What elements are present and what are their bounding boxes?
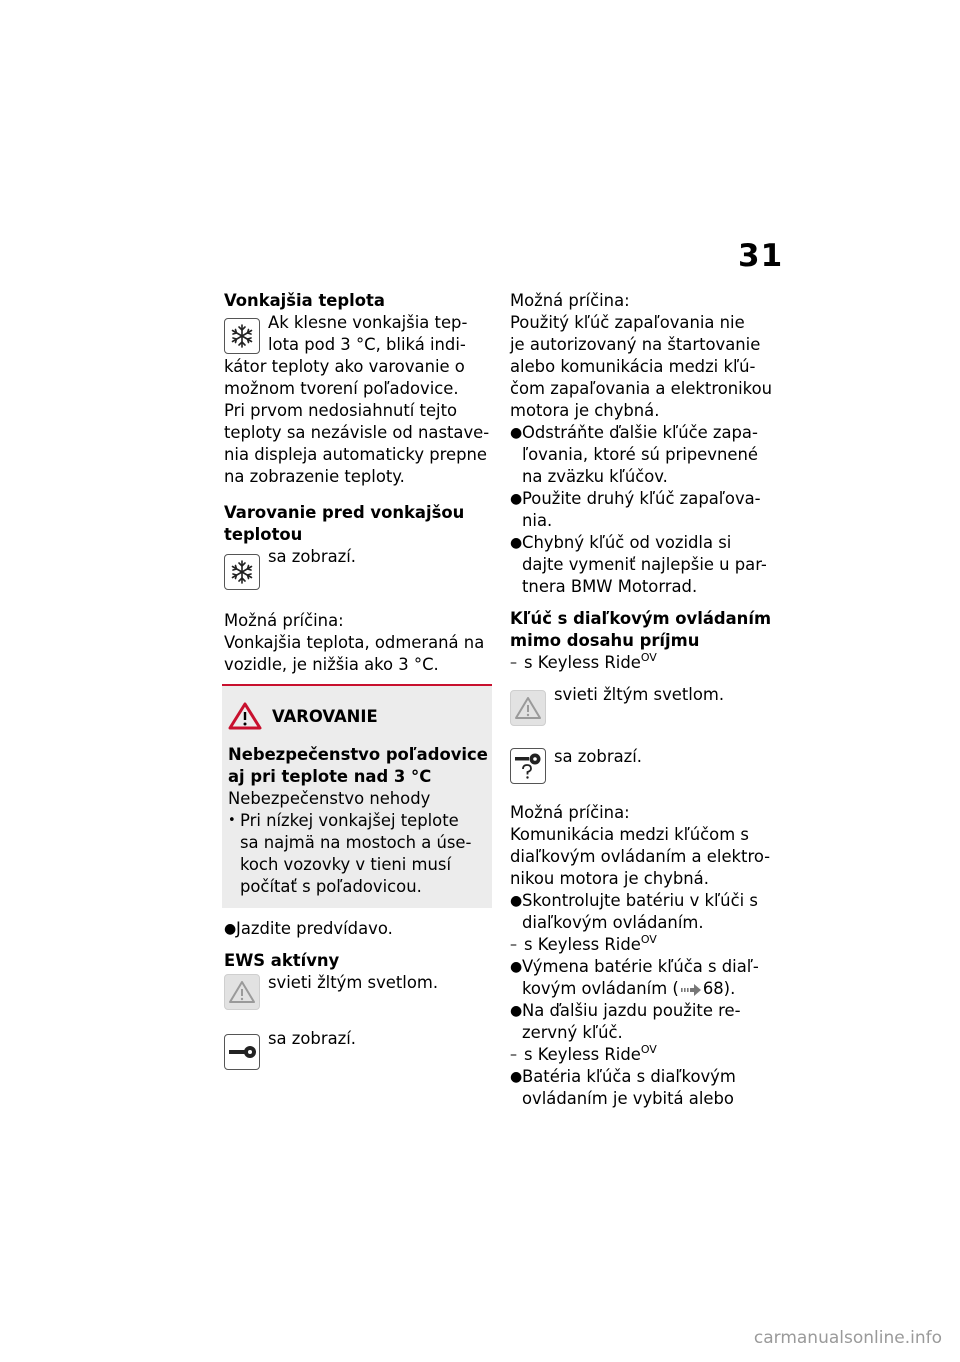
general-warning-icon	[224, 974, 260, 1010]
general-warning-icon	[510, 690, 546, 726]
list-item: ● Odstráňte ďalšie kľúče zapa- ľovania, ktoré sú pripevnené na zväzku kľúčov.	[510, 423, 758, 486]
page-number: 31	[738, 238, 784, 274]
snowflake-icon	[224, 554, 260, 590]
section-title-frost-warning: Varovanie pred vonkajšou	[224, 503, 465, 522]
section-title-outside-temperature: Vonkajšia teplota	[224, 291, 385, 310]
warning-label: VAROVANIE	[272, 706, 378, 726]
warning-box: VAROVANIE Nebezpečenstvo poľadovice aj pri teplote nad 3 °C Nebezpečenstvo nehody • Pri nízkej vonkajšej teplote sa najmä na mostoch a úse- koch vozovky v tieni musí počítať s poľadovicou.	[222, 684, 492, 908]
list-item: – s Keyless Ride$^{OV}$	[510, 651, 657, 672]
list-item: – s Keyless Ride$^{OV}$	[510, 1043, 657, 1064]
key-question-icon	[510, 748, 546, 784]
list-item: ● Jazdite predvídavo.	[224, 919, 393, 938]
page-reference-arrow-icon	[681, 984, 701, 996]
section-title-ews: EWS aktívny	[224, 951, 340, 970]
section-title-key-out-of-range: Kľúč s diaľkovým ovládaním	[510, 609, 772, 628]
list-item: – s Keyless Ride$^{OV}$	[510, 933, 657, 954]
warning-triangle-icon	[228, 702, 262, 730]
list-item: ● Chybný kľúč od vozidla si dajte vymeniť najlepšie u par- tnera BMW Motorrad.	[510, 533, 767, 596]
left-column: Vonkajšia teplota Ak klesne vonkajšia tep- lota pod 3 °C, bliká indi- kátor teploty ako varovanie o možnom tvorení poľadovice. Pri prvom nedosiahnutí tejto teploty sa nezávisle od nastave- nia displeja automaticky prepne na zobrazenie teploty. Varovanie pred vonkajšou teplotou sa zobrazí. Možná príčina: Vonkajšia teplota, odmeraná na vozidle, je nižšia ako 3 °C. VAROVANIE Nebezpečenstvo poľadovice aj pri teplote nad 3 °C Nebezpečenstvo nehody • Pri nízkej vonkajšej teplote sa najmä na mostoch a úse- koch vozovky v tieni musí počítať s poľadovicou. ● Jazdite predvídavo. EWS aktívny svieti žltým svetlom. sa zobrazí.	[224, 290, 494, 1070]
frost-indicator-row: Ak klesne vonkajšia tep- lota pod 3 °C, bliká indi-	[224, 312, 494, 356]
list-item: ● Skontrolujte batériu v kľúči s diaľkovým ovládaním.	[510, 891, 758, 932]
right-column: Možná príčina: Použitý kľúč zapaľovania nie je autorizovaný na štartovanie alebo komunikácia medzi kľú- čom zapaľovania a elektronikou motora je chybná. ● Odstráňte ďalšie kľúče zapa- ľovania, ktoré sú pripevnené na zväzku kľúčov. ● Použite druhý kľúč zapaľova- nia. ● Chybný kľúč od vozidla si dajte vymeniť najlepšie u par- tnera BMW Motorrad. Kľúč s diaľkovým ovládaním mimo dosahu príjmu – s Keyless Ride$^{OV}$ svieti žltým svetlom. sa zobrazí. Možná príčina: Komunikácia medzi kľúčom s diaľkovým ovládaním a elektro- nikou motora je chybná. ● Skontrolujte batériu v kľúči s diaľkovým ovládaním. – s Keyless Ride$^{OV}$ ● Výmena batérie kľúča s diaľ- kovým ovládaním ( 68). ● Na ďalšiu jazdu použite re- zervný kľúč. – s Keyless Ride$^{OV}$ ● Batéria kľúča s diaľkovým ovládaním je vybitá alebo	[510, 290, 780, 1110]
list-item: ● Použite druhý kľúč zapaľova- nia.	[510, 489, 761, 530]
list-item: ● Batéria kľúča s diaľkovým ovládaním je vybitá alebo	[510, 1067, 736, 1108]
list-item: • Pri nízkej vonkajšej teplote sa najmä na mostoch a úse- koch vozovky v tieni musí počítať s poľadovicou.	[228, 811, 472, 896]
list-item: ● Na ďalšiu jazdu použite re- zervný kľúč.	[510, 1001, 741, 1042]
list-item: ● Výmena batérie kľúča s diaľ- kovým ovládaním ( 68).	[510, 957, 759, 998]
key-icon	[224, 1034, 260, 1070]
snowflake-icon	[224, 318, 260, 354]
watermark: carmanualsonline.info	[753, 1328, 942, 1348]
